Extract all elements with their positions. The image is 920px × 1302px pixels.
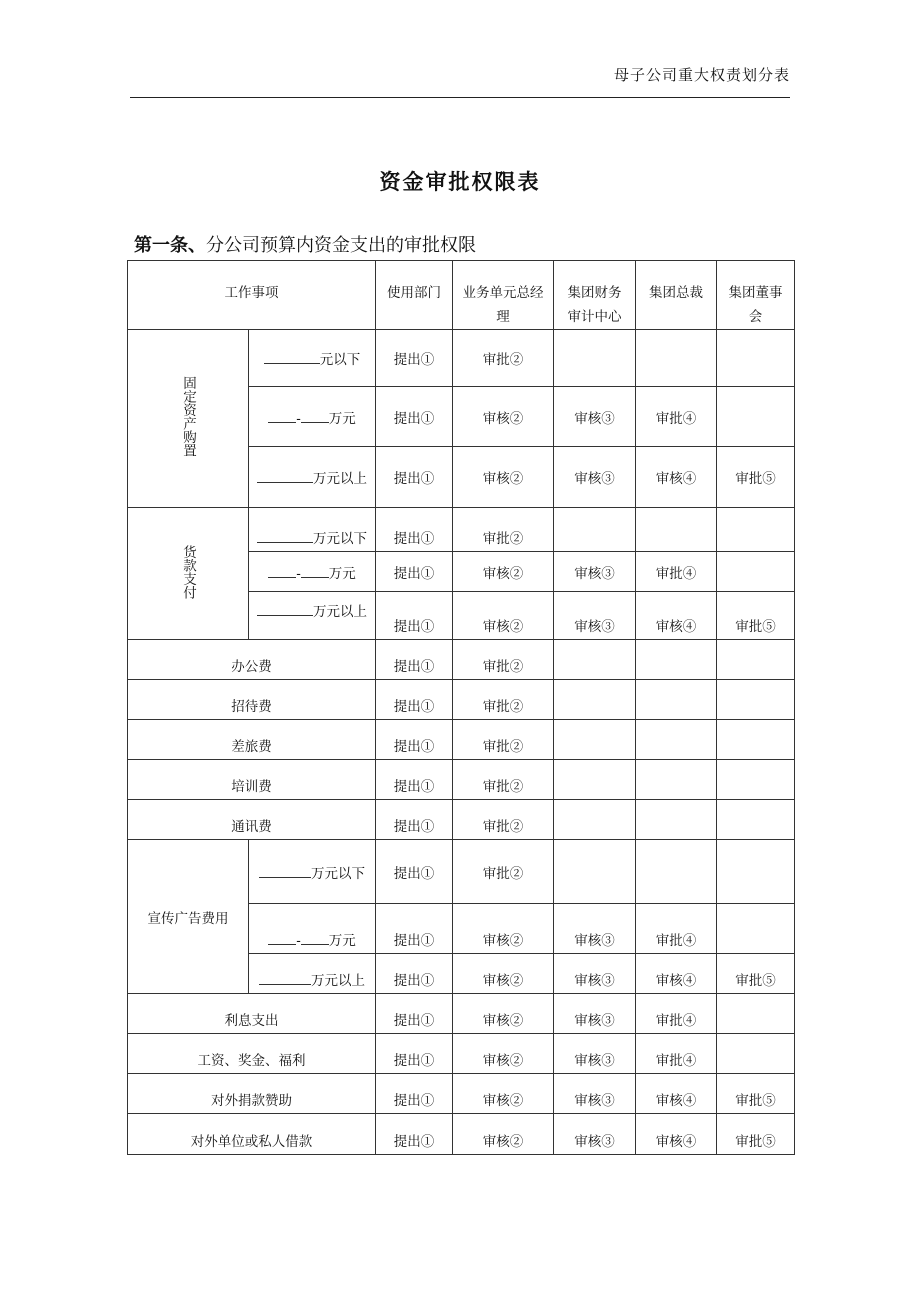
mark-cell: 审批② [453,760,554,800]
range-cell: 万元以上 [249,447,376,508]
mark-cell: 审批② [453,508,554,552]
table-row [128,330,795,387]
table-row [128,1074,795,1114]
mark-cell: 审批② [453,840,554,904]
group-payment: 货款支付 [128,508,249,640]
mark-cell: 审批② [453,330,554,387]
document-title: 资金审批权限表 [379,170,541,194]
mark-cell: 提出① [376,592,453,640]
mark-cell: 审核② [453,954,554,994]
header-rule [130,97,790,98]
mark-cell: 审核② [453,904,554,954]
header-row [128,261,795,330]
mark-cell: 审批⑤ [717,592,795,640]
mark-cell: 审核③ [554,1034,636,1074]
mark-cell: 审核③ [554,994,636,1034]
mark-cell: 审核② [453,387,554,447]
table-row [128,680,795,720]
mark-cell: 审核② [453,1034,554,1074]
mark-cell: 审核③ [554,904,636,954]
mark-cell: 提出① [376,640,453,680]
mark-cell: 提出① [376,508,453,552]
mark-cell: 提出① [376,904,453,954]
mark-cell: 审批② [453,720,554,760]
range-cell: 元以下 [249,330,376,387]
mark-cell: 审批⑤ [717,1114,795,1155]
mark-cell: 审核④ [636,1074,717,1114]
table-row [128,640,795,680]
mark-cell: 审核③ [554,1114,636,1155]
table-row [128,1034,795,1074]
table-row [128,760,795,800]
item-interest: 利息支出 [128,994,376,1034]
running-header: 母子公司重大权责划分表 [613,66,790,84]
col-header-president: 集团总裁 [636,261,717,330]
table-row [128,720,795,760]
mark-cell: 提出① [376,387,453,447]
group-ads: 宣传广告费用 [128,840,249,994]
mark-cell: 提出① [376,760,453,800]
mark-cell: 提出① [376,552,453,592]
mark-cell: 提出① [376,1114,453,1155]
item-loans: 对外单位或私人借款 [128,1114,376,1155]
mark-cell: 审批④ [636,387,717,447]
mark-cell: 提出① [376,1074,453,1114]
col-header-bu-manager: 业务单元总经理 [453,261,554,330]
section-heading [134,231,476,257]
table-row [128,1114,795,1155]
section-label: 第一条、 [134,235,206,256]
mark-cell: 提出① [376,447,453,508]
mark-cell: 审批④ [636,904,717,954]
mark-cell: 审批④ [636,1034,717,1074]
mark-cell: 提出① [376,954,453,994]
range-cell: 万元以上 [249,954,376,994]
mark-cell: 审核② [453,1114,554,1155]
mark-cell: 审核④ [636,447,717,508]
table-row [128,840,795,904]
mark-cell: 提出① [376,800,453,840]
mark-cell: 提出① [376,840,453,904]
col-header-board: 集团董事会 [717,261,795,330]
section-text: 分公司预算内资金支出的审批权限 [206,235,476,256]
mark-cell: 审批⑤ [717,954,795,994]
approval-table [127,260,795,1155]
mark-cell: 审核③ [554,1074,636,1114]
item-training: 培训费 [128,760,376,800]
mark-cell: 提出① [376,720,453,760]
col-header-finance-center: 集团财务审计中心 [554,261,636,330]
mark-cell: 审批⑤ [717,447,795,508]
mark-cell: 审核② [453,1074,554,1114]
mark-cell: 审核② [453,447,554,508]
mark-cell: 审核③ [554,552,636,592]
mark-cell: 提出① [376,680,453,720]
mark-cell: 审核④ [636,592,717,640]
range-cell: - 万元 [249,552,376,592]
item-travel: 差旅费 [128,720,376,760]
range-cell: 万元以下 [249,508,376,552]
range-cell: 万元以上 [249,592,376,640]
col-header-dept: 使用部门 [376,261,453,330]
mark-cell: 审批④ [636,994,717,1034]
mark-cell: 审批② [453,680,554,720]
item-wages: 工资、奖金、福利 [128,1034,376,1074]
mark-cell: 审核③ [554,592,636,640]
mark-cell: 审核② [453,552,554,592]
table-row [128,994,795,1034]
mark-cell: 审核④ [636,1114,717,1155]
range-cell: - 万元 [249,904,376,954]
mark-cell: 审核② [453,994,554,1034]
table-row [128,800,795,840]
item-comm: 通讯费 [128,800,376,840]
mark-cell: 提出① [376,330,453,387]
mark-cell: 审核③ [554,447,636,508]
col-header-item: 工作事项 [128,261,376,330]
mark-cell: 提出① [376,994,453,1034]
table-row [128,508,795,552]
mark-cell: 审批④ [636,552,717,592]
range-cell: - 万元 [249,387,376,447]
mark-cell: 审核④ [636,954,717,994]
mark-cell: 审批② [453,640,554,680]
mark-cell: 审核③ [554,954,636,994]
mark-cell: 审核② [453,592,554,640]
mark-cell: 提出① [376,1034,453,1074]
item-office: 办公费 [128,640,376,680]
mark-cell: 审核③ [554,387,636,447]
mark-cell: 审批② [453,800,554,840]
range-cell: 万元以下 [249,840,376,904]
item-entertain: 招待费 [128,680,376,720]
group-fixed-assets: 固定资产购置 [128,330,249,508]
item-donation: 对外捐款赞助 [128,1074,376,1114]
mark-cell: 审批⑤ [717,1074,795,1114]
